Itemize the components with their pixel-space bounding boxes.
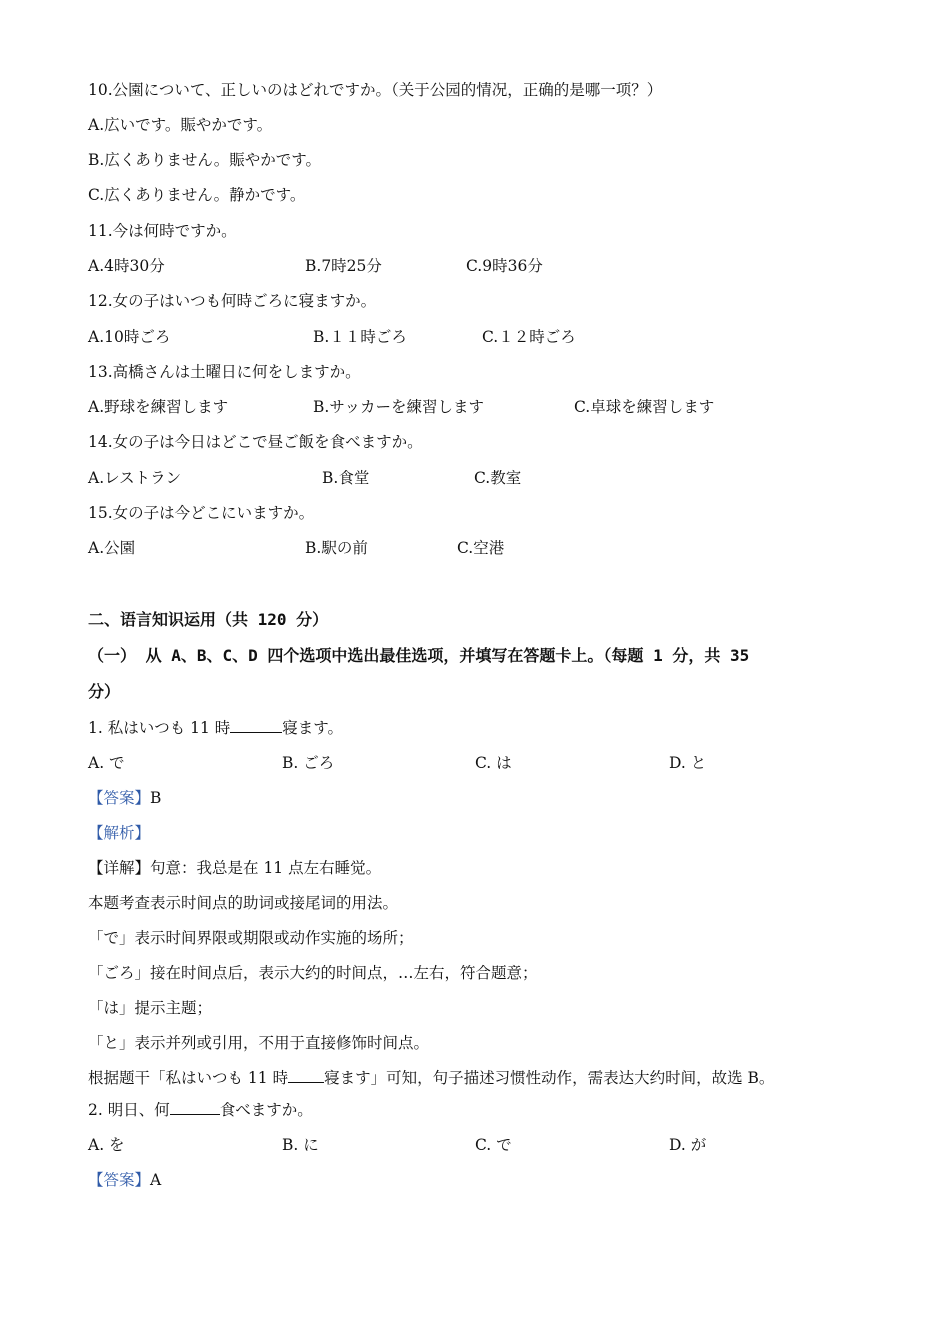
q13-option-b: B.サッカーを練習します (313, 398, 485, 416)
q10-option-a: A.広いです。賑やかです。 (88, 116, 273, 134)
answer-value: A (150, 1171, 162, 1189)
answer-tag: 【答案】 (88, 1171, 151, 1189)
explanation-line: 「と」表示并列或引用，不用于直接修饰时间点。 (88, 1034, 430, 1052)
answer-blank (170, 1100, 220, 1115)
g-q2-option-c: C. で (475, 1136, 512, 1154)
g-q1-option-b: B. ごろ (282, 754, 335, 772)
answer-blank (230, 718, 282, 733)
answer-tag: 【答案】 (88, 789, 151, 807)
q13-stem: 13.高橋さんは土曜日に何をしますか。 (88, 363, 361, 381)
conclusion-post: 寝ます」可知，句子描述习惯性动作，需表达大约时间，故选 B。 (324, 1069, 775, 1087)
q14-stem: 14.女の子は今日はどこで昼ご飯を食べますか。 (88, 433, 423, 451)
answer-blank (288, 1068, 324, 1083)
q14-option-b: B.食堂 (322, 469, 370, 487)
q11-stem: 11.今は何時ですか。 (88, 222, 237, 240)
q10-option-b: B.広くありません。賑やかです。 (88, 151, 322, 169)
g-q2-stem-post: 食べますか。 (219, 1101, 313, 1119)
g-q1-option-c: C. は (475, 754, 512, 772)
q12-stem: 12.女の子はいつも何時ごろに寝ますか。 (88, 292, 377, 310)
g-q2-option-b: B. に (282, 1136, 319, 1154)
explanation-line: 「ごろ」接在时间点后，表示大约的时间点，…左右，符合题意； (88, 964, 538, 982)
g-q2-stem (88, 1099, 313, 1121)
section-title: 二、语言知识运用（共 120 分） (88, 610, 329, 629)
g-q2-answer (88, 1169, 161, 1191)
q10-stem: 10.公園について、正しいのはどれですか。（关于公园的情况，正确的是哪一项？） (88, 81, 663, 99)
conclusion-pre: 根据题干「私はいつも 11 時 (88, 1069, 289, 1087)
g-q2-stem-pre: 2. 明日、何 (88, 1101, 170, 1119)
section-instruction-line1: （一） 从 A、B、C、D 四个选项中选出最佳选项，并填写在答题卡上。（每题 1 分，共 35 (88, 646, 750, 665)
g-q1-answer (88, 787, 161, 809)
detail-tag: 【详解】 (88, 859, 151, 877)
answer-value: B (150, 789, 162, 807)
q10-option-c: C.広くありません。静かです。 (88, 186, 306, 204)
q15-option-c: C.空港 (457, 539, 505, 557)
section-instruction-line2: 分） (88, 682, 121, 701)
q15-stem: 15.女の子は今どこにいますか。 (88, 504, 315, 522)
q12-option-c: C.１２時ごろ (482, 328, 576, 346)
q11-option-a: A.4時30分 (88, 257, 165, 275)
g-q1-stem (88, 717, 343, 739)
analysis-tag: 【解析】 (88, 824, 151, 842)
g-q1-stem-pre: 1. 私はいつも 11 時 (88, 719, 231, 737)
q15-option-a: A.公園 (88, 539, 136, 557)
q15-option-b: B.駅の前 (305, 539, 368, 557)
explanation-line: 「は」提示主题； (88, 999, 213, 1017)
g-q1-option-a: A. で (88, 754, 125, 772)
explanation-line: 本题考查表示时间点的助词或接尾词的用法。 (88, 894, 399, 912)
g-q2-option-a: A. を (88, 1136, 125, 1154)
g-q1-stem-post: 寝ます。 (282, 719, 344, 737)
q12-option-b: B.１１時ごろ (313, 328, 407, 346)
q13-option-a: A.野球を練習します (88, 398, 229, 416)
q13-option-c: C.卓球を練習します (574, 398, 715, 416)
q12-option-a: A.10時ごろ (88, 328, 171, 346)
q14-option-c: C.教室 (474, 469, 522, 487)
g-q2-option-d: D. が (669, 1136, 707, 1154)
explanation-line: 「で」表示时间界限或期限或动作实施的场所； (88, 929, 414, 947)
q11-option-c: C.9時36分 (466, 257, 543, 275)
q11-option-b: B.7時25分 (305, 257, 382, 275)
g-q1-detail (88, 857, 381, 879)
g-q1-option-d: D. と (669, 754, 707, 772)
q14-option-a: A.レストラン (88, 469, 182, 487)
detail-text: 句意：我总是在 11 点左右睡觉。 (150, 859, 382, 877)
conclusion-line (88, 1067, 774, 1089)
